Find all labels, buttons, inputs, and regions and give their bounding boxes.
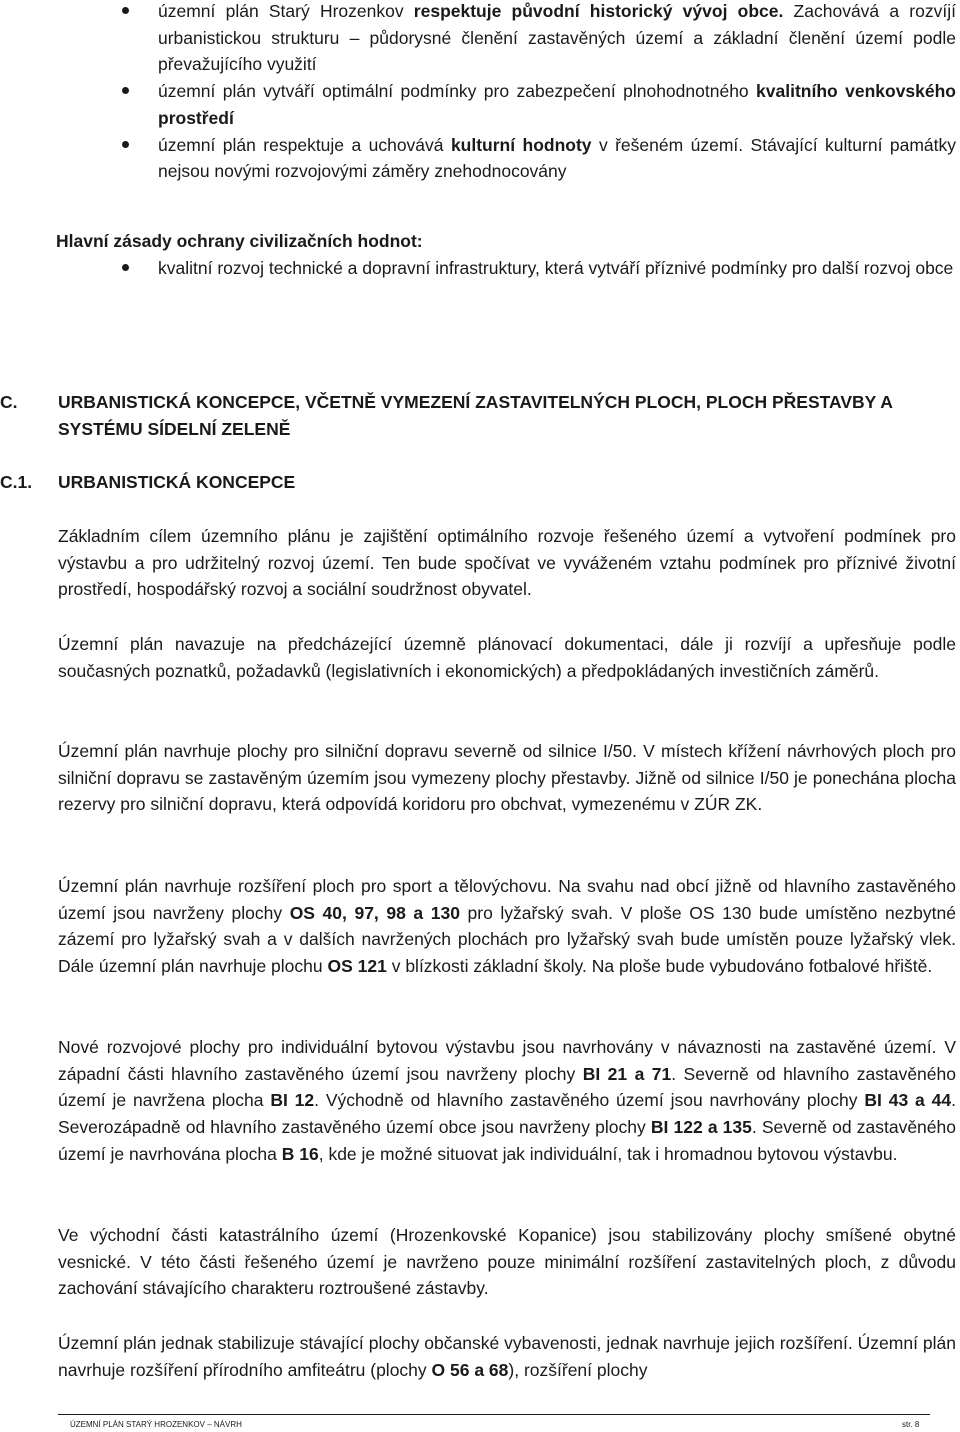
paragraph	[58, 1034, 956, 1168]
section-number: C.	[0, 392, 18, 412]
text-run: Územní plán navrhuje plochy pro silniční dopravu severně od silnice I/50. V místech křížení návrhových ploch pro silniční dopravu se zastavěným územím jsou vymezeny plochy přestavby. Jižně od silnice I/50 je ponechána plocha rezervy pro silniční dopravu, která odpovídá koridoru pro obchvat, vymezenému v ZÚR ZK.	[58, 741, 956, 815]
bold-text-run: respektuje původní historický vývoj obce.	[413, 1, 784, 21]
bullet-item	[56, 255, 956, 282]
paragraph	[58, 1330, 956, 1383]
text-run: . Severně od hlavního zastavěného území je navržena plocha	[58, 1063, 956, 1111]
bullet-item	[56, 132, 956, 185]
bold-text-run: BI 21 a 71	[582, 1063, 672, 1084]
text-run: . Východně od hlavního zastavěného území jsou navrhovány plochy	[314, 1090, 865, 1111]
text-run: územní plán respektuje a uchovává	[158, 134, 451, 155]
text-run: Ve východní části katastrálního území (Hrozenkovské Kopanice) jsou stabilizovány plochy smíšené obytné vesnické. V této části řešeného území je navrženo pouze minimální rozšíření zastavitelných ploch, z důvodu zachování stávajícího charakteru roztroušené zástavby.	[58, 1225, 956, 1299]
section-title: URBANISTICKÁ KONCEPCE	[58, 472, 296, 492]
text-run: v blízkosti základní školy. Na ploše bude vybudováno fotbalové hřiště.	[386, 956, 933, 977]
text-run: Základním cílem územního plánu je zajištění optimálního rozvoje řešeného území a vytvoření podmínek pro výstavbu a pro udržitelný rozvoj území. Ten bude spočívat ve vyváženém vztahu podmínek pro příznivé životní prostředí, hospodářský rozvoj a sociální soudržnost obyvatel.	[58, 526, 956, 600]
text-run: územní plán Starý Hrozenkov	[158, 1, 414, 21]
text-run: kvalitní rozvoj technické a dopravní infrastruktury, která vytváří příznivé podmínky pro další rozvoj obce	[158, 258, 954, 278]
intro-bullet-list	[56, 0, 956, 185]
paragraph	[58, 631, 956, 684]
text-run: Územní plán jednak stabilizuje stávající plochy občanské vybavenosti, jednak navrhuje jejich rozšíření. Územní plán navrhuje rozšíření přírodního amfiteátru (plochy	[58, 1333, 956, 1380]
paragraph	[58, 873, 956, 980]
text-run: v řešeném území. Stávající kulturní památky nejsou novými rozvojovými záměry znehodnocovány	[158, 134, 956, 182]
bold-text-run: OS 121	[327, 956, 387, 977]
bold-text-run: BI 12	[270, 1090, 315, 1111]
section-c1-heading	[0, 469, 956, 496]
footer-rule	[58, 1414, 930, 1415]
text-run: Územní plán navrhuje rozšíření ploch pro sport a tělovýchovu. Na svahu nad obcí jižně od hlavního zastavěného území jsou navrženy plochy	[58, 876, 956, 923]
text-run: . Severozápadně od hlavního zastavěného území obce jsou navrženy plochy	[58, 1090, 957, 1138]
civilization-values-heading: Hlavní zásady ochrany civilizačních hodnot:	[56, 231, 423, 251]
text-run: územní plán vytváří optimální podmínky pro zabezpečení plnohodnotného	[158, 81, 757, 102]
bold-text-run: O 56 a 68	[431, 1359, 509, 1380]
bold-text-run: BI 43 a 44	[864, 1090, 952, 1111]
bold-text-run: OS 40, 97, 98 a 130	[289, 902, 460, 923]
text-run: pro lyžařský svah. V ploše OS 130 bude umístěno nezbytné zázemí pro lyžařský svah a v dalších navržených plochách pro lyžařský svah bude umístěn pouze lyžařský vlek. Dále územní plán navrhuje plochu	[58, 902, 956, 977]
bold-text-run: kulturní hodnoty	[450, 134, 592, 155]
bold-text-run: B 16	[281, 1143, 319, 1164]
civilization-bullet-list	[56, 255, 956, 282]
paragraph	[58, 738, 956, 818]
text-run: Zachovává a rozvíjí urbanistickou strukturu – půdorysné členění zastavěných území a základní členění území podle převažujícího využití	[158, 1, 956, 75]
text-run: . Severně od zastavěného území je navrhována plocha	[58, 1117, 956, 1164]
paragraph	[58, 1222, 956, 1302]
section-title: URBANISTICKÁ KONCEPCE, VČETNĚ VYMEZENÍ ZASTAVITELNÝCH PLOCH, PLOCH PŘESTAVBY A SYSTÉMU SÍDELNÍ ZELENĚ	[58, 392, 893, 439]
footer-document-title: ÚZEMNÍ PLÁN STARÝ HROZENKOV – NÁVRH	[70, 1420, 242, 1429]
text-run: Územní plán navazuje na předcházející územně plánovací dokumentaci, dále ji rozvíjí a upřesňuje podle současných poznatků, požadavků (legislativních i ekonomických) a předpokládaných investičních záměrů.	[58, 634, 956, 681]
bullet-item	[56, 0, 956, 78]
bullet-item	[56, 78, 956, 131]
section-c-heading	[0, 389, 956, 442]
bold-text-run: kvalitního venkovského prostředí	[158, 81, 956, 128]
footer-page-number: str. 8	[902, 1420, 920, 1429]
bold-text-run: BI 122 a 135	[650, 1117, 752, 1138]
text-run: ), rozšíření plochy	[508, 1359, 648, 1380]
text-run: Nové rozvojové plochy pro individuální bytovou výstavbu jsou navrhovány v návaznosti na zastavěné území. V západní části hlavního zastavěného území jsou navrženy plochy	[58, 1037, 956, 1084]
text-run: , kde je možné situovat jak individuální, tak i hromadnou bytovou výstavbu.	[318, 1143, 898, 1164]
paragraph	[58, 523, 956, 603]
section-number: C.1.	[0, 472, 33, 492]
